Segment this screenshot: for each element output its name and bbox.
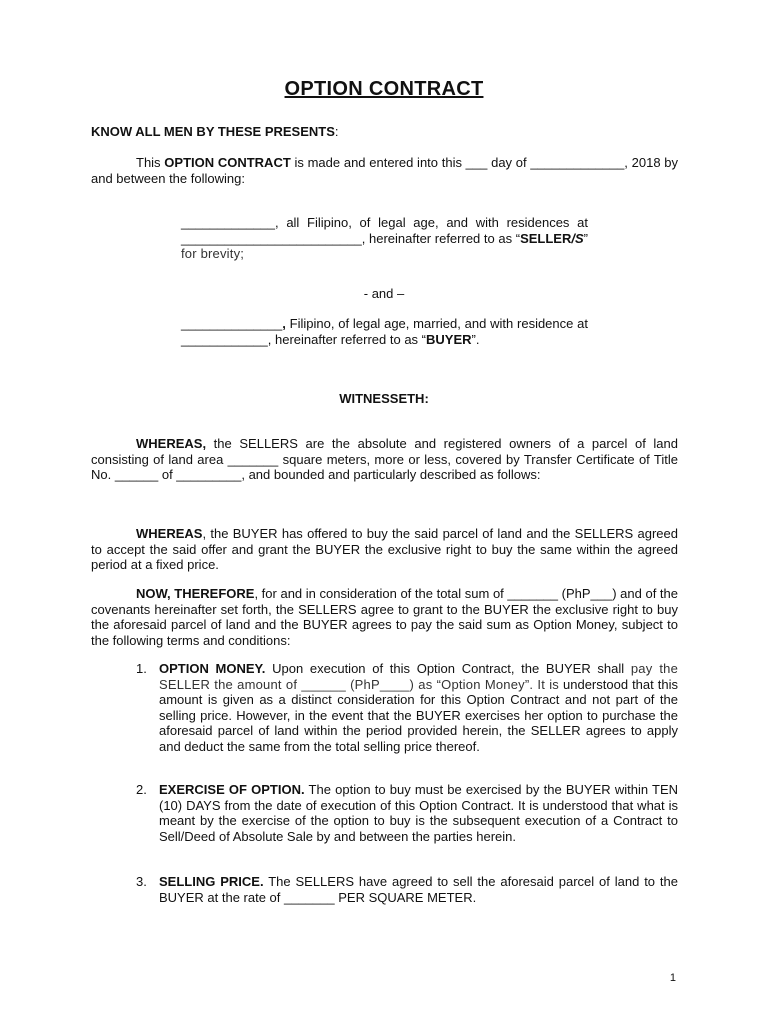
- seller-quote-open: “: [515, 230, 521, 246]
- now-therefore-bold: NOW, THEREFORE: [136, 586, 255, 601]
- term-heading: EXERCISE OF OPTION.: [159, 782, 305, 797]
- intro-pre: This: [136, 155, 165, 170]
- buyer-clause: [181, 316, 588, 347]
- term-option-money: [159, 661, 678, 754]
- seller-quote-close: ”: [583, 230, 588, 246]
- seller-bold: SELLER: [520, 230, 572, 246]
- term-number: 3.: [136, 874, 147, 889]
- term-text-cont: understood that this amount is given as a distinct consideration for this Option Contract and not part of the selling price. However, in the event that the BUYER exercises her option to purchase the aforesaid parcel of land within the period provided herein, the SELLER agrees to apply and deduct the same from the total selling price thereof.: [159, 676, 678, 754]
- intro-rest: is made and entered into this ___ day of _____________, 2018 by and between the following:: [91, 155, 679, 186]
- term-text-soft: pay the SELLER the amount of ______ (PhP____) as “Option Money”. It is: [159, 661, 679, 692]
- term-heading: SELLING PRICE.: [159, 874, 264, 889]
- and-separator: - and –: [363, 286, 405, 301]
- seller-clause: [181, 215, 588, 262]
- page-number: 1: [669, 972, 676, 984]
- buyer-quote-open: “: [421, 331, 427, 347]
- term-text: Upon execution of this Option Contract, the BUYER shall: [265, 661, 631, 676]
- witnesseth-heading: WITNESSETH:: [339, 391, 429, 406]
- buyer-blank: ______________: [181, 316, 283, 331]
- whereas2-text: , the BUYER has offered to buy the said parcel of land and the SELLERS agreed to accept the said offer and grant the BUYER the exclusive right to buy the same within the agreed period at a fixed price.: [91, 526, 678, 572]
- whereas1-bold: WHEREAS,: [136, 436, 207, 451]
- preamble-text: KNOW ALL MEN BY THESE PRESENTS: [91, 124, 335, 139]
- term-selling-price: [159, 874, 678, 905]
- buyer-text: Filipino, of legal age, married, and with residence at ____________, hereinafter referred to as: [181, 316, 588, 347]
- whereas-paragraph-2: [91, 526, 678, 573]
- buyer-comma: ,: [282, 316, 286, 331]
- term-number: 1.: [136, 661, 147, 676]
- term-exercise-of-option: [159, 782, 678, 844]
- document-title: OPTION CONTRACT: [284, 78, 484, 100]
- whereas2-bold: WHEREAS: [136, 526, 203, 541]
- whereas-paragraph-1: [91, 436, 678, 483]
- term-text: The SELLERS have agreed to sell the aforesaid parcel of land to the BUYER at the rate of _______ PER SQUARE METER.: [159, 874, 678, 905]
- term-number: 2.: [136, 782, 147, 797]
- buyer-quote-close: ”.: [471, 331, 480, 347]
- whereas1-text: the SELLERS are the absolute and registered owners of a parcel of land consisting of land area _______ square meters, more or less, covered by Transfer Certificate of Title No. ______ of _________, and bounded and particularly described as follows:: [91, 436, 678, 482]
- term-text: The option to buy must be exercised by the BUYER within TEN (10) DAYS from the date of execution of this Option Contract. It is understood that what is meant by the exercise of the option to buy is the subsequent execution of a Contract to Sell/Deed of Absolute Sale by and between the parties herein.: [159, 782, 679, 844]
- term-heading: OPTION MONEY.: [159, 661, 266, 676]
- buyer-bold: BUYER: [426, 331, 472, 347]
- seller-bold-italic: /S: [571, 230, 584, 246]
- preamble-colon: :: [334, 124, 339, 139]
- now-therefore-paragraph: [91, 586, 678, 648]
- seller-text: _____________, all Filipino, of legal age, and with residences at _________________________, hereinafter referred to as: [181, 215, 588, 246]
- intro-paragraph: [91, 155, 678, 186]
- now-therefore-text: , for and in consideration of the total sum of _______ (PhP___) and of the covenants hereinafter set forth, the SELLERS agree to grant to the BUYER the exclusive right to buy the aforesaid parcel of land and the BUYER agrees to pay the said sum as Option Money, subject to the following terms and conditions:: [91, 586, 678, 648]
- seller-tail: for brevity;: [181, 246, 245, 261]
- preamble: [91, 124, 339, 140]
- intro-bold: OPTION CONTRACT: [164, 155, 291, 170]
